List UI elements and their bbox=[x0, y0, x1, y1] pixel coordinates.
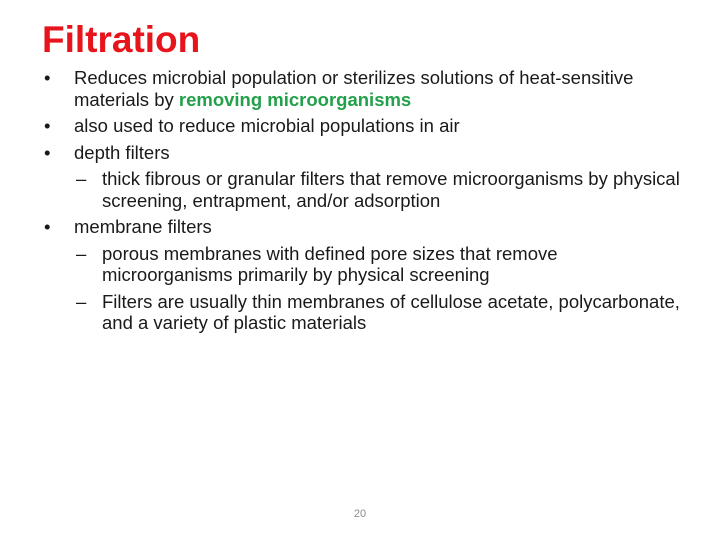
page-number: 20 bbox=[353, 508, 367, 520]
bullet-item bbox=[44, 115, 684, 137]
bullet-marker: • bbox=[44, 141, 51, 163]
bullet-list bbox=[44, 67, 684, 339]
sub-bullet-item bbox=[44, 168, 684, 211]
highlighted-text: removing microorganisms bbox=[178, 88, 412, 110]
sub-bullet-item bbox=[44, 291, 684, 334]
bullet-marker: • bbox=[44, 216, 51, 237]
sub-bullet-text: Filters are usually thin membranes of cellulose acetate, polycarbonate, and a variety of plastic materials bbox=[102, 290, 680, 333]
sub-bullet-marker: – bbox=[76, 290, 87, 312]
bullet-marker: • bbox=[44, 67, 51, 88]
bullet-item bbox=[44, 67, 684, 110]
bullet-text: also used to reduce microbial populations in air bbox=[74, 115, 460, 136]
bullet-marker: • bbox=[44, 115, 51, 136]
bullet-item bbox=[44, 216, 684, 238]
bullet-text: Reduces microbial population or sterilizes solutions of heat-sensitive materials by bbox=[74, 67, 634, 110]
sub-bullet-text: porous membranes with defined pore sizes that remove microorganisms primarily by physical screening bbox=[102, 242, 558, 285]
sub-bullet-marker: – bbox=[76, 168, 87, 189]
bullet-text: depth filters bbox=[74, 141, 170, 163]
bullet-text: membrane filters bbox=[74, 216, 212, 237]
sub-bullet-item bbox=[44, 243, 684, 286]
slide-title: Filtration bbox=[42, 19, 201, 60]
sub-bullet-marker: – bbox=[76, 242, 87, 264]
bullet-item bbox=[44, 142, 684, 164]
sub-bullet-text: thick fibrous or granular filters that remove microorganisms by physical screening, entrapment, and/or adsorption bbox=[102, 168, 680, 211]
